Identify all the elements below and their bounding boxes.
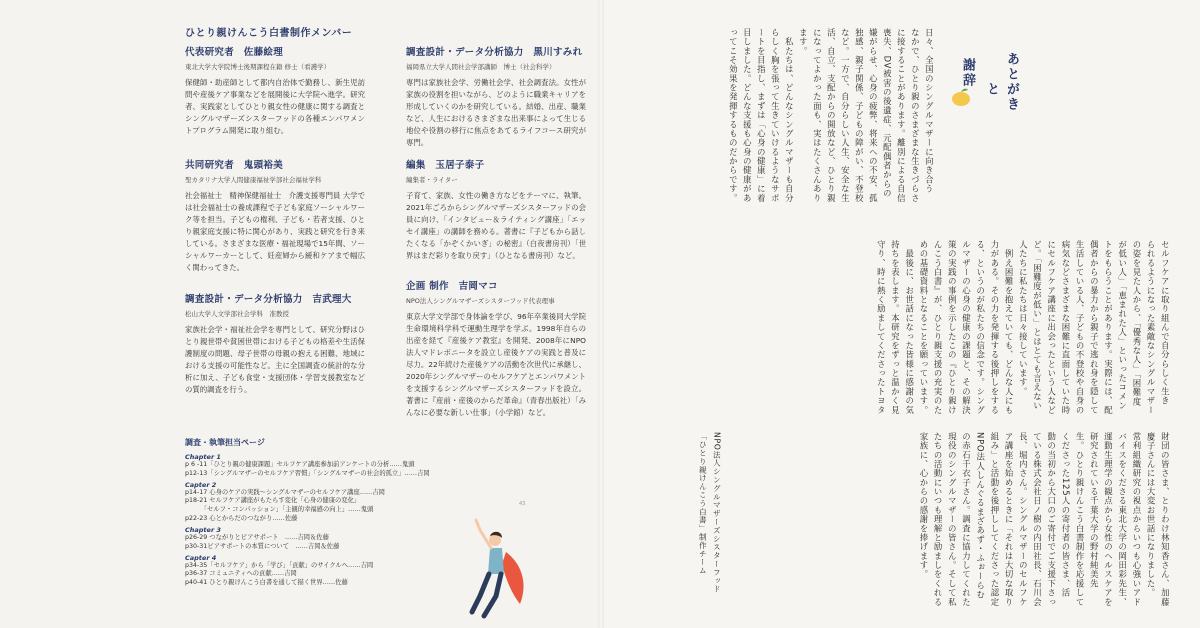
afterword-column: らしく胸を張って生きていけるようなサポ (770, 28, 781, 203)
afterword-column: 研究されている千葉大学の野村純美先 (1089, 432, 1100, 589)
afterword-column: 最後に、お世話になった皆様に感謝の気 (904, 240, 915, 415)
member-bio: 社会福祉士 精神保健福祉士 介護支援専門員 大学では社会福祉士の養成課程で子ども家庭ソーシャルワーク等を担当。子どもの権利、子ども・若者支援、ひとり親家庭支援に特に関心があり、実践と研究を行き来している。さまざまな医療・福祉現場で15年間、ソーシャルワーカーとして、妊産婦から緩和ケアまで幅広く関わってきた。 (185, 191, 365, 272)
chapter-label: Capter 4 (185, 553, 217, 562)
afterword-column: バイスをくださる東北大学の岡田彩先生、 (1117, 432, 1128, 607)
member-sato (185, 44, 365, 137)
signature-line: NPO法人シングルマザーズシスターフッド (712, 432, 722, 594)
afterword-column: の姿を見た人から、「優秀な人」「困難度 (1131, 240, 1142, 407)
contribution-line: p36-37 コミュニティへの貢献……吉岡 (185, 570, 297, 578)
afterword-column: 私たちは、どんなシングルマザーも自分 (784, 28, 795, 203)
afterword-column: 財団の皆さま、とりわけ林知香さん、加藤 (1160, 432, 1171, 607)
afterword-column: 偶者からの暴力から親子で逃れ身を隠して (1089, 240, 1100, 415)
member-bio: 東京大学文学部で身体論を学び、96年卒業後同大学院生命環境科学科で運動生理学を学ぶ。1998年自らの出産を経て『産後ケア教室』を開発、2008年にNPO法人マドレボニータを設立し産後ケアの実践と普及に尽力。22年続けた産後ケアの活動を次世代に承継し、2020年シングルマザーのセルフケアとエンパワメントを支援するシングルマザーズシスターフッドを設立。著書に『産前・産後のからだ革命』（青春出版社）「みんなに必要な新しい仕事」（小学館）など。 (406, 312, 586, 417)
contribution-title: 調査・執筆担当ページ (185, 438, 265, 447)
afterword-column: 病気などさまざまな困難に直面していた時 (1060, 240, 1071, 415)
afterword-column: 活、自立、支配からの開放など、ひとり親 (826, 28, 837, 203)
afterword-column: る、というのが私たちの信念です。シング (975, 240, 986, 415)
afterword-column: セルフケアに取り組んで自分らしく生き (1160, 240, 1171, 406)
afterword-column: くださった125人の寄付者の皆さま、活 (1060, 432, 1071, 598)
afterword-column: 動の当初から大口のご寄付でご支援下さっ (1046, 432, 1057, 607)
afterword-column: 力がある。その力を発揮する後押しをする (989, 240, 1000, 415)
members-section-title: ひとり親けんこう白書制作メンバー (185, 28, 353, 39)
contribution-line: p40-41 ひとり親けんこう白書を通して描く世界……佐藤 (185, 579, 348, 587)
afterword-column: 組み」と活動を後押ししてくださった認定 (989, 432, 1000, 607)
afterword-column: 持ちを表します。本研究をずっと温かく見 (890, 240, 901, 415)
afterword-column: に接することがあります。離別による自信 (896, 28, 907, 203)
contribution-line: p26-29 つながりとピアサポート ……吉岡＆佐藤 (185, 533, 329, 541)
afterword-column: 目しました。どんな支援も心身の健康があ (742, 28, 753, 203)
contribution-line: p34-35「セルフケア」から「学び」「貢献」のサイクルへ……吉岡 (185, 561, 374, 569)
contribution-line: p 6 -11「ひとり親の健康課題」セルフケア講座参加前アンケートの分析……鬼頭 (185, 461, 415, 468)
afterword-column: 独感、親子関係、子どもの障がい、不登校 (854, 28, 865, 203)
afterword-column: ア講座を始めるときに「それは大切な取り (1004, 432, 1015, 607)
member-bio: 保健師・助産師として都内自治体で勤務し、新生児訪問や産後ケア事業などを展開後に大学院へ進学。研究者、実践家としてひとり親女性の健康に関する調査とシングルマザーズシスターフッドの各種エンパワメントプログラム開発に取り組む。 (185, 78, 365, 135)
member-yoshioka (406, 278, 586, 419)
member-affiliation: 編集者・ライター (406, 176, 458, 184)
raised-arm (476, 520, 491, 548)
member-bio: 専門は家族社会学、労働社会学、社会調査法。女性が家族の役割を担いながら、どのように職業キャリアを形成していくのかを研究している。結婚、出産、職業など、人生におけるさまざまな出来事によって生じる地位や役割の移行に焦点をあてるライフコース研究が専門。 (406, 78, 586, 147)
afterword-column: にセルフケア講座に出会ったという人など (1046, 240, 1057, 415)
afterword-column: など。一方で、自分らしい人生、安全な生 (840, 28, 851, 203)
afterword-title-a: あとがき (1004, 52, 1019, 112)
afterword-column: 人たちに私たちは日々接しています。 (1018, 240, 1029, 397)
member-bio: 子育て、家族、女性の働き方などをテーマに、執筆。2021年ごろからシングルマザーズシスターフッドの会員に向け、「インタビュー＆ライティング講座」「エッセイ講座」の講師を務める。著書に『子どもから話したくなる「かぞくかいぎ」の秘密』（白夜書房刊）「世界はまだ彩りを取り戻す」（ひとなる書房刊）など。 (406, 191, 586, 260)
afterword-column: ます。 (798, 28, 809, 56)
contribution-list (185, 437, 435, 588)
afterword-column: 常利組織研究の視点からいつも心強いアド (1131, 432, 1142, 607)
member-kito (185, 157, 365, 274)
afterword-column: んこう白書』が、ひとり親支援の充実のた (933, 240, 944, 415)
afterword-column: の赤石千衣子さん。調査に協力してくれた (961, 432, 972, 607)
afterword-column: ってこそ効果を発揮するものだからです。 (728, 28, 739, 203)
member-affiliation: NPO法人シングルマザーズシスターフッド代表理事 (406, 297, 555, 305)
afterword-column: 生。ひとり親けんこう白書制作を応援して (1075, 432, 1086, 607)
leg-left (472, 574, 489, 612)
afterword-title-c: 謝辞 (960, 58, 975, 88)
afterword-column: 日々、全国のシングルマザーに向き合う (924, 28, 935, 194)
member-role: 調査設計・データ分析協力 黒川すみれ (406, 47, 583, 58)
shirt-shape (488, 548, 504, 574)
signature-line: 「ひとり親けんこう白書」制作チーム (698, 432, 708, 575)
member-affiliation: 聖カタリナ大学人間健康福祉学部社会福祉学科 (185, 176, 322, 184)
afterword-column: られるようになった素敵なシングルマザー (1146, 240, 1157, 415)
member-role: 調査設計・データ分析協力 吉武理大 (185, 294, 352, 305)
flying-woman-illustration (462, 512, 542, 624)
afterword-column: 長、堀内さん。シングルマザーのセルフケ (1018, 432, 1029, 607)
afterword-column: 運動生理学の観点から女性のヘルスケアを (1103, 432, 1114, 607)
contribution-line: p12-13「シングルマザーのセルフケア習慣」「シングルマザーの社会的孤立」……吉岡 (185, 469, 430, 477)
afterword-column: NPO法人しんぐるまざあず・ふぉーらむ (975, 432, 986, 600)
member-yoshitake (185, 291, 365, 396)
afterword-column: 守り、時に熱く励ましてくださったトヨタ (876, 240, 887, 415)
cape-shape (502, 552, 524, 604)
member-role: 代表研究者 佐藤絵理 (185, 47, 284, 58)
afterword-column: ルマザーの心身の健康の課題と、その解決 (961, 240, 972, 415)
chapter-label: Chapter 3 (185, 525, 221, 534)
afterword-column: になってよかった面も、実はたくさんあり (812, 28, 823, 203)
afterword-column: 現役のシングルマザーの皆さん。そして私 (947, 432, 958, 607)
afterword-column: が低い人」「恵まれた人」といったコメン (1117, 240, 1128, 411)
member-tamaiko (406, 157, 586, 262)
afterword-column: ートを目指し、まずは「心身の健康」に着 (756, 28, 767, 203)
afterword-column: 策の実践の事例を示したこの『ひとり親け (947, 240, 958, 415)
member-role: 編集 玉居子泰子 (406, 160, 485, 171)
contribution-line: p18-21 セルフケア講座がもたらす変化「心身の健康の変化」 (185, 497, 361, 505)
afterword-column: めの基礎資料となることを願っています。 (918, 240, 929, 415)
member-role: 共同研究者 鬼頭裕美 (185, 160, 284, 171)
member-affiliation: 福岡県立大学人間社会学部講師 博士（社会科学） (406, 63, 556, 71)
contribution-line: p22-23 心とからだのつながり……佐藤 (185, 515, 298, 523)
contribution-line: 「セルフ・コンパッション」「主観的幸福感の向上」……鬼頭 (185, 506, 374, 514)
member-kurokawa (406, 44, 586, 149)
afterword-column: トをもらうことがあります。実際には、配 (1103, 240, 1114, 415)
afterword-column: たちの活動にいつも理解と励ましをくれる (933, 432, 944, 607)
afterword-column: 生活している人、子どもの不登校や自身の (1075, 240, 1086, 415)
afterword-column: ど。「困難度が低い」とはとても言えない (1032, 240, 1043, 411)
member-role: 企画 制作 吉岡マコ (406, 281, 498, 292)
chapter-label: Chapter 1 (185, 453, 221, 461)
page-number: 43 (519, 501, 526, 507)
afterword-column: 例え困難を抱えていても、どんな人にも (1004, 240, 1015, 415)
afterword-column: ている株式会社日ノ樹の内田社長、石川会 (1032, 432, 1043, 607)
afterword-column: 喪失、DV被害の後遺症、元配偶者からの (882, 28, 893, 198)
afterword-column: 家族に、心からの感謝を捧げます。 (918, 432, 929, 580)
contribution-line: p14-17 心身のケアの実践～シングルマザーのセルフケア講座……吉岡 (185, 488, 385, 496)
lemon-icon (948, 86, 974, 108)
afterword-title-b: と (984, 82, 999, 97)
afterword-column: 慶子さんには大変お世話になりました。 (1146, 432, 1157, 598)
member-affiliation: 東北大学大学院博士後期課程在籍 修士（看護学） (185, 63, 331, 71)
chapter-label: Capter 2 (185, 480, 217, 489)
member-affiliation: 松山大学人文学部社会学科 准教授 (185, 310, 289, 318)
afterword-column: なかで、ひとり親のさまざまな生きづらさ (910, 28, 921, 203)
member-bio: 家族社会学・福祉社会学を専門として、研究分野はひとり親世帯や貧困世帯における子どもの格差や生活保護制度の問題、母子世帯の母親の抱える困難、地域における支援の可能性など。主に全国調査の統計的な分析に加え、子ども食堂・支援団体・学習支援教室などの質的調査を行う。 (185, 325, 365, 394)
contribution-line: p30-31ピアサポートの本質について ……吉岡＆佐藤 (185, 542, 340, 550)
book-gutter (598, 0, 604, 628)
afterword-column: 嫌がらせ、心身の疲弊、将来への不安、孤 (868, 28, 879, 203)
